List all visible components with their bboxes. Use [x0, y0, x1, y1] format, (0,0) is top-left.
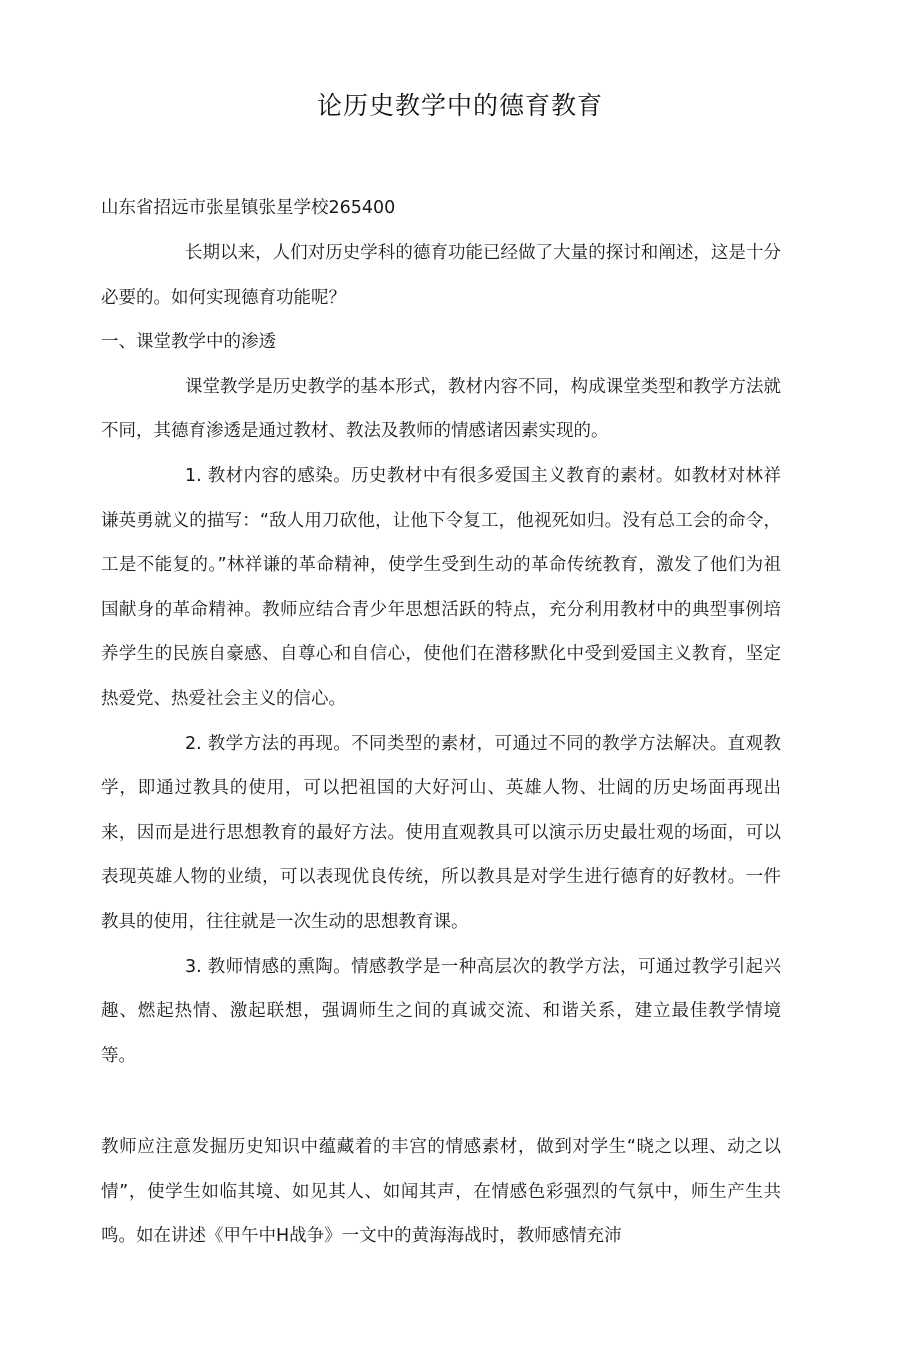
- document-body: [101, 231, 781, 1078]
- document-title: 论历史教学中的德育教育: [316, 91, 603, 120]
- paragraph-point-3: 3. 教师情感的熏陶。情感教学是一种高层次的教学方法，可通过教学引起兴趣、燃起热情、激起联想，强调师生之间的真诚交流、和谐关系，建立最佳教学情境等。: [101, 956, 781, 1066]
- section-heading: 一、课堂教学中的渗透: [101, 332, 276, 353]
- document-body-continued: [101, 1125, 781, 1259]
- author-affiliation: [101, 186, 781, 231]
- affiliation-line: 山东省招远市张星镇张星学校265400: [101, 198, 396, 218]
- paragraph-emotion: 教师应注意发掘历史知识中蕴藏着的丰宫的情感素材，做到对学生“晓之以理、动之以情”，使学生如临其境、如见其人、如闻其声，在情感色彩强烈的气氛中，师生产生共鸣。如在讲述《甲午中H战争》一文中的黄海海战时，教师感情充沛: [101, 1137, 781, 1247]
- paragraph-point-2: 2. 教学方法的再现。不同类型的素材，可通过不同的教学方法解决。直观教学，即通过教具的使用，可以把祖国的大好河山、英雄人物、壮阔的历史场面再现出来，因而是进行思想教育的最好方法。使用直观教具可以演示历史最壮观的场面，可以表现英雄人物的业绩，可以表现优良传统，所以教具是对学生进行德育的好教材。一件教具的使用，往往就是一次生动的思想教育课。: [101, 733, 781, 932]
- paragraph-classroom: 课堂教学是历史教学的基本形式，教材内容不同，构成课堂类型和教学方法就不同，其德育渗透是通过教材、教法及教师的情感诸因素实现的。: [101, 376, 781, 442]
- paragraph-intro: 长期以来，人们对历史学科的德育功能已经做了大量的探讨和阐述，这是十分必要的。如何实现德育功能呢？: [101, 243, 781, 308]
- paragraph-point-1: 1. 教材内容的感染。历史教材中有很多爱国主义教育的素材。如教材对林祥谦英勇就义的描写：“敌人用刀砍他，让他下令复工，他视死如归。没有总工会的命令，工是不能复的。”林祥谦的革命精神，使学生受到生动的革命传统教育，激发了他们为祖国献身的革命精神。教师应结合青少年思想活跃的特点，充分利用教材中的典型事例培养学生的民族自豪感、自尊心和自信心，使他们在潜移默化中受到爱国主义教育，坚定热爱党、热爱社会主义的信心。: [101, 465, 781, 709]
